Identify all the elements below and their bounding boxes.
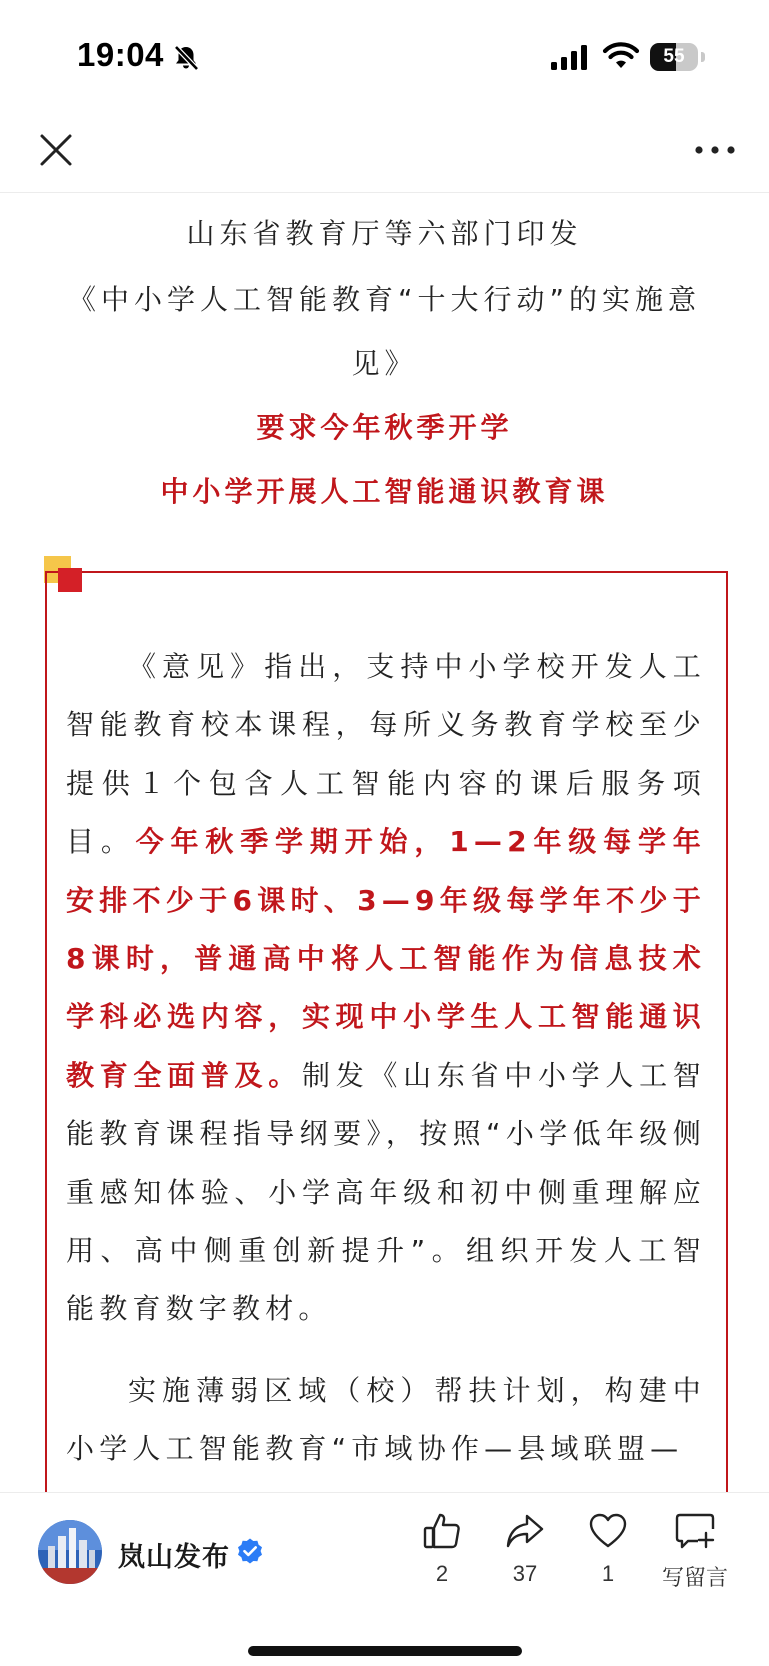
red-headline-1: 要求今年秋季开学 (256, 411, 513, 444)
share-button[interactable] (490, 1511, 560, 1587)
paragraph-1 (66, 638, 706, 1339)
battery-level: 55 (663, 46, 685, 67)
like-count: 2 (435, 1561, 449, 1586)
thumbs-up-icon (422, 1511, 462, 1551)
decor-red-square (58, 568, 82, 592)
paragraph-1-highlight: 今年秋季学期开始，1—2年级每学年安排不少于6课时、3—9年级每学年不少于8课时，普通高中将人工智能作为信息技术学科必选内容，实现中小学生人工智能通识教育全面普及。 (66, 825, 706, 1092)
nav-bar (0, 110, 769, 193)
more-icon[interactable] (690, 132, 740, 168)
battery-icon (650, 43, 706, 71)
heart-icon (588, 1511, 628, 1551)
favorite-count: 1 (601, 1561, 615, 1586)
intro-line-3: 见》 (351, 347, 418, 380)
comment-add-icon (674, 1511, 716, 1551)
verified-icon (236, 1537, 264, 1565)
bottom-bar (0, 1492, 769, 1666)
paragraph-1-rest: 制发《山东省中小学人工智能教育课程指导纲要》，按照“小学低年级侧重感知体验、小学高年级和初中侧重理解应用、高中侧重创新提升”。组织开发人工智能教育数字教材。 (66, 1058, 707, 1326)
status-time: 19:04 (77, 36, 164, 73)
red-headline-2: 中小学开展人工智能通识教育课 (160, 475, 609, 508)
intro-line-2: 《中小学人工智能教育“十大行动”的实施意 (67, 283, 701, 316)
comment-label: 写留言 (661, 1565, 728, 1590)
comment-button[interactable] (656, 1511, 734, 1592)
close-icon[interactable] (36, 130, 76, 170)
paragraph-2: 实施薄弱区域（校）帮扶计划，构建中小学人工智能教育“市域协作—县域联盟— (66, 1374, 706, 1466)
share-count: 37 (512, 1561, 538, 1586)
favorite-button[interactable] (573, 1511, 643, 1587)
home-indicator (248, 1646, 522, 1656)
signal-icon (551, 44, 591, 72)
like-button[interactable] (407, 1511, 477, 1587)
status-bar (0, 0, 769, 110)
author-name[interactable]: 岚山发布 (118, 1542, 230, 1573)
intro-line-1: 山东省教育厅等六部门印发 (186, 217, 583, 250)
wifi-icon (602, 42, 640, 72)
paragraph-1-intro: 《意见》指出，支持中小学校开发人工智能教育校本课程，每所义务教育学校至少提供１个包含人工智能内容的课后服务项目。 (66, 650, 706, 859)
avatar[interactable] (38, 1520, 102, 1584)
share-icon (505, 1511, 545, 1551)
bell-off-icon (172, 44, 200, 72)
